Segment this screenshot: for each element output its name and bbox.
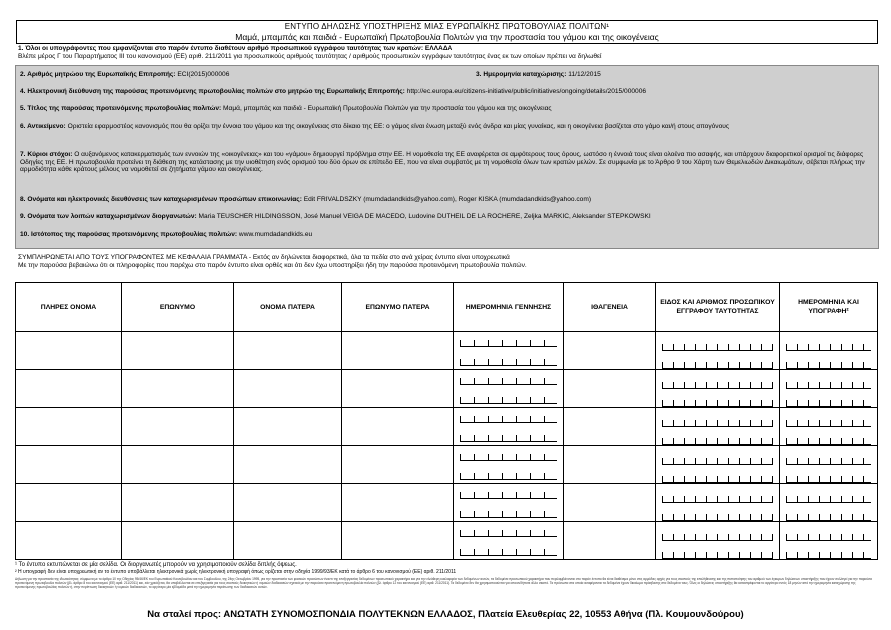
form-title-line2: Μαμά, μπαμπάς και παιδιά - Ευρωπαϊκή Πρωτοβουλία Πολιτών για την προστασία του γάμου και της οικογένειας [235,32,659,42]
cell-birth-date[interactable] [454,332,564,370]
col-header-birth-date: ΗΜΕΡΟΜΗΝΙΑ ΓΕΝΝΗΣΗΣ [454,283,564,332]
table-row [16,522,878,560]
declaration-line: Με την παρούσα βεβαιώνω ότι οι πληροφορίες που παρέχω στο παρόν έντυπο είναι ορθές και ότι δεν έχω υποστηρίξει ήδη την παρούσα προτεινόμενη πρωτοβουλία πολιτών. [18,262,527,269]
character-entry-boxes [786,552,871,559]
cell-id-document[interactable] [656,446,780,484]
character-entry-boxes [786,458,871,465]
col-header-id-document: ΕΙΔΟΣ ΚΑΙ ΑΡΙΘΜΟΣ ΠΡΟΣΩΠΙΚΟΥ ΕΓΓΡΑΦΟΥ ΤΑΥΤΟΤΗΤΑΣ [656,283,780,332]
character-entry-boxes [786,400,871,407]
field-3-value: 11/12/2015 [566,71,601,78]
field-9 [20,213,872,221]
cell-father-name[interactable] [234,522,342,560]
field-7-value: Ο αυξανόμενος κατακερματισμός των εννοιών της «οικογένειας» και του «γάμου» δημιουργεί πρόβλημα στην ΕΕ. Η νομοθεσία της ΕΕ αναφέρεται σε αμφότερους τους όρους, ωστόσο η έννοιά τους είναι ολοένα πιο ασαφής, και υπάρχουν διαφορετικοί ορισμοί τις διάφορες Οδηγίες της ΕΕ. Η πρωτοβουλία προτείνει τη διάθεση της κατάστασης με την υιοθέτηση ενός ορισμού του δύο όρων σε επίπεδο ΕΕ, που να είναι συμβατός με τη νομοθεσία όλων των κρατών μελών. Σε συμφωνία με το Άρθρο 9 του Χάρτη των Θεμελιωδών Δικαιωμάτων, σέβεται πλήρως την αρμοδιότητα κάθε κράτους μέλους να νομοθετεί σε ζητήματα γάμου και οικογένειας. [20,151,865,173]
character-entry-boxes [786,514,871,521]
date-entry-boxes [460,340,557,347]
table-row [16,370,878,408]
cell-full-name[interactable] [16,332,122,370]
table-row [16,408,878,446]
cell-full-name[interactable] [16,446,122,484]
table-row [16,332,878,370]
privacy-statement: Δήλωση για την προστασία της ιδιωτικότητας: σύμφωνα με το άρθρο 10 της Οδηγίας 95/46/ΕΚ του Ευρωπαϊκού Κοινοβουλίου και του Συμβουλίου, της 24ης Οκτωβρίου 1995, για την προστασία των φυσικών προσώπων έναντι της επεξεργασίας δεδομένων προσωπικού χαρακτήρα και για την ελεύθερη κυκλοφορία των δεδομένων αυτών, τα δεδομένα προσωπικού χαρακτήρα που περιλαμβάνονται στο παρόν έντυπο θα είναι διαθέσιμα μόνο στις αρμόδιες αρχές για τους σκοπούς της επαλήθευσης και της πιστοποίησης του αριθμού των έγκυρων δηλώσεων υποστήριξης που έχουν συλλεγεί για την παρούσα προτεινόμενη πρωτοβουλία πολιτών (βλ. άρθρο 8 του κανονισμού (ΕΕ) αριθ. 211/2011) και, εάν χρειάζεται, θα υποβάλλονται σε επεξεργασία για τους σκοπούς διοικητικών ή νομικών διαδικασιών σχετικά με την παρούσα προτεινόμενη πρωτοβουλία πολιτών (βλ. άρθρο 12 του κανονισμού (ΕΕ) αριθ. 211/2011). Τα δεδομένα δεν θα χρησιμοποιούνται για οποιονδήποτε άλλο σκοπό. Τα πρόσωπα στα οποία αναφέρονται τα δεδομένα έχουν δικαίωμα πρόσβασης στα δεδομένα τους. Όλες οι δηλώσεις υποστήριξης θα καταστρέφονται το αργότερο εντός 18 μηνών από την ημερομηνία καταχώρισης της προτεινόμενης πρωτοβουλίας πολιτών ή, στην περίπτωση διοικητικών ή νομικών διαδικασιών, το αργότερο μία εβδομάδα μετά την ημερομηνία περάτωσης των διαδικασιών αυτών. [15,577,872,589]
character-entry-boxes [662,514,773,521]
cell-nationality[interactable] [564,484,656,522]
character-entry-boxes [662,420,773,427]
date-entry-boxes [460,416,557,423]
date-entry-boxes [460,454,557,461]
col-header-father-name: ΟΝΟΜΑ ΠΑΤΕΡΑ [234,283,342,332]
character-entry-boxes [786,496,871,503]
cell-full-name[interactable] [16,522,122,560]
instructions-line: ΣΥΜΠΛΗΡΩΝΕΤΑΙ ΑΠΟ ΤΟΥΣ ΥΠΟΓΡΑΦΟΝΤΕΣ ΜΕ ΚΕΦΑΛΑΙΑ ΓΡΑΜΜΑΤΑ - Εκτός αν δηλώνεται διαφορετικά, όλα τα πεδία στο ανά χείρας έντυπο είναι υποχρεωτικά [18,254,510,261]
field-10-value: www.mumdadandkids.eu [237,231,313,238]
col-header-nationality: ΙΘΑΓΕΝΕΙΑ [564,283,656,332]
character-entry-boxes [662,438,773,445]
character-entry-boxes [662,362,773,369]
field-10 [20,231,872,239]
footnote-2: ² Η υπογραφή δεν είναι υποχρεωτική αν το έντυπο υποβάλλεται ηλεκτρονικά χωρίς ηλεκτρονική υπογραφή όπως ορίζεται στην οδηγία 1999/93/ΕΚ κατά το άρθρο 6 του κανονισμού (ΕΕ) αριθ. 211/2011 [15,569,457,575]
cell-father-name[interactable] [234,484,342,522]
cell-date-signature[interactable] [780,446,878,484]
field-6-label: 6. Αντικείμενο: [20,123,66,130]
cell-birth-date[interactable] [454,370,564,408]
character-entry-boxes [786,344,871,351]
character-entry-boxes [786,534,871,541]
field-2-label: 2. Αριθμός μητρώου της Ευρωπαϊκής Επιτροπής: [20,71,176,78]
col-header-surname: ΕΠΩΝΥΜΟ [122,283,234,332]
field-8-label: 8. Ονόματα και ηλεκτρονικές διευθύνσεις των καταχωρισμένων προσώπων επικοινωνίας: [20,196,302,203]
cell-date-signature[interactable] [780,522,878,560]
date-entry-boxes [460,378,557,385]
date-entry-boxes [460,511,557,518]
col-header-father-surname: ΕΠΩΝΥΜΟ ΠΑΤΕΡΑ [342,283,454,332]
field-5 [20,105,872,113]
signatories-table [15,282,878,560]
cell-surname[interactable] [122,446,234,484]
col-header-date-signature: ΗΜΕΡΟΜΗΝΙΑ ΚΑΙ ΥΠΟΓΡΑΦΗ² [780,283,878,332]
date-entry-boxes [460,549,557,556]
field-7 [20,151,872,174]
initiative-info-box [15,65,879,249]
cell-nationality[interactable] [564,408,656,446]
field-4-value: http://ec.europa.eu/citizens-initiative/public/initiatives/ongoing/details/2015/000006 [404,88,647,95]
table-row [16,484,878,522]
cell-nationality[interactable] [564,446,656,484]
cell-date-signature[interactable] [780,484,878,522]
cell-surname[interactable] [122,522,234,560]
col-header-full-name: ΠΛΗΡΕΣ ΟΝΟΜΑ [16,283,122,332]
field-3 [476,71,866,79]
cell-surname[interactable] [122,484,234,522]
date-entry-boxes [460,435,557,442]
character-entry-boxes [786,438,871,445]
section-1-note: Βλέπε μέρος Γ του Παραρτήματος III του κανονισμού (ΕΕ) αριθ. 211/2011 για προσωπικούς αριθμούς ταυτότητας / αριθμούς προσωπικών εγγράφων ταυτότητας ένας εκ των οποίων πρέπει να δηλωθεί [18,53,602,60]
cell-nationality[interactable] [564,522,656,560]
character-entry-boxes [662,382,773,389]
cell-father-surname[interactable] [342,522,454,560]
date-entry-boxes [460,359,557,366]
field-8-value: Edit FRIVALDSZKY (mumdadandkids@yahoo.com), Roger KISKA (mumdadandkids@yahoo.com) [301,196,592,203]
field-4 [20,88,872,96]
cell-birth-date[interactable] [454,522,564,560]
cell-father-name[interactable] [234,446,342,484]
cell-father-name[interactable] [234,370,342,408]
form-title-line1: ΕΝΤΥΠΟ ΔΗΛΩΣΗΣ ΥΠΟΣΤΗΡΙΞΗΣ ΜΙΑΣ ΕΥΡΩΠΑΪΚΗΣ ΠΡΩΤΟΒΟΥΛΙΑΣ ΠΟΛΙΤΩΝ¹ [284,22,610,31]
date-entry-boxes [460,492,557,499]
cell-surname[interactable] [122,332,234,370]
cell-full-name[interactable] [16,484,122,522]
character-entry-boxes [662,458,773,465]
field-5-value: Μαμά, μπαμπάς και παιδιά - Ευρωπαϊκή Πρωτοβουλία Πολιτών για την προστασία του γάμου και της οικογένειας [221,105,552,112]
cell-date-signature[interactable] [780,332,878,370]
section-1-country: ΕΛΛΑΔΑ [424,45,453,52]
cell-father-surname[interactable] [342,370,454,408]
character-entry-boxes [662,476,773,483]
date-entry-boxes [460,473,557,480]
cell-id-document[interactable] [656,332,780,370]
cell-surname[interactable] [122,370,234,408]
character-entry-boxes [662,496,773,503]
field-5-label: 5. Τίτλος της παρούσας προτεινόμενης πρωτοβουλίας πολιτών: [20,105,222,112]
character-entry-boxes [786,382,871,389]
character-entry-boxes [662,400,773,407]
send-to-address: Να σταλεί προς: ΑΝΩΤΑΤΗ ΣΥΝΟΜΟΣΠΟΝΔΙΑ ΠΟΛΥΤΕΚΝΩΝ ΕΛΛΑΔΟΣ, Πλατεία Ελευθερίας 22, 10553 Αθήνα (Πλ. Κουμουνδούρου) [147,609,744,620]
cell-father-surname[interactable] [342,332,454,370]
field-8 [20,196,872,204]
character-entry-boxes [786,362,871,369]
date-entry-boxes [460,397,557,404]
table-header-row [16,283,878,332]
cell-father-name[interactable] [234,408,342,446]
cell-surname[interactable] [122,408,234,446]
cell-nationality[interactable] [564,332,656,370]
cell-birth-date[interactable] [454,446,564,484]
cell-id-document[interactable] [656,484,780,522]
character-entry-boxes [662,534,773,541]
field-7-label: 7. Κύριοι στόχοι: [20,151,73,158]
section-1 [18,45,876,61]
cell-full-name[interactable] [16,370,122,408]
table-row [16,446,878,484]
cell-id-document[interactable] [656,522,780,560]
cell-date-signature[interactable] [780,408,878,446]
field-2-value: ECI(2015)000006 [175,71,230,78]
cell-birth-date[interactable] [454,408,564,446]
field-10-label: 10. Ιστότοπος της παρούσας προτεινόμενης πρωτοβουλίας πολιτών: [20,231,238,238]
cell-father-surname[interactable] [342,446,454,484]
cell-id-document[interactable] [656,370,780,408]
footnote-1: ¹ Το έντυπο εκτυπώνεται σε μία σελίδα. Οι διοργανωτές μπορούν να χρησιμοποιούν σελίδα διπλής όψεως. [15,562,297,568]
field-6-value: Οριστεία εφαρμοστέος κανονισμός που θα ορίζει την έννοια του γάμου και της οικογένειας στο δίκαιο της ΕΕ: ο γάμος είναι ένωση μεταξύ ενός άνδρα και μίας γυναίκας, και η οικογένεια βασίζεται στο γάμο και/ή στους απογόνους [65,123,730,130]
form-title [16,20,878,44]
field-6 [20,123,872,131]
field-4-label: 4. Ηλεκτρονική διεύθυνση της παρούσας προτεινόμενης πρωτοβουλίας πολιτών στο μητρώο της Ευρωπαϊκής Επιτροπής: [20,88,405,95]
field-3-label: 3. Ημερομηνία καταχώρισης: [476,71,567,78]
cell-father-name[interactable] [234,332,342,370]
cell-father-surname[interactable] [342,484,454,522]
cell-date-signature[interactable] [780,370,878,408]
cell-nationality[interactable] [564,370,656,408]
character-entry-boxes [786,420,871,427]
field-9-value: Maria TEUSCHER HILDINGSSON, José Manuel VEIGA DE MACEDO, Ludovine DUTHEIL DE LA ROCHERE, Zeljka MARKIC, Aleksander STEPKOWSKI [196,213,651,220]
cell-father-surname[interactable] [342,408,454,446]
character-entry-boxes [662,344,773,351]
character-entry-boxes [662,552,773,559]
character-entry-boxes [786,476,871,483]
field-9-label: 9. Ονόματα των λοιπών καταχωρισμένων διοργανωτών: [20,213,197,220]
section-1-lead: 1. Όλοι οι υπογράφοντες που εμφανίζονται στο παρόν έντυπο διαθέτουν αριθμό προσωπικού εγγράφου ταυτότητας των κρατών: [18,45,425,52]
cell-id-document[interactable] [656,408,780,446]
cell-full-name[interactable] [16,408,122,446]
date-entry-boxes [460,530,557,537]
cell-birth-date[interactable] [454,484,564,522]
